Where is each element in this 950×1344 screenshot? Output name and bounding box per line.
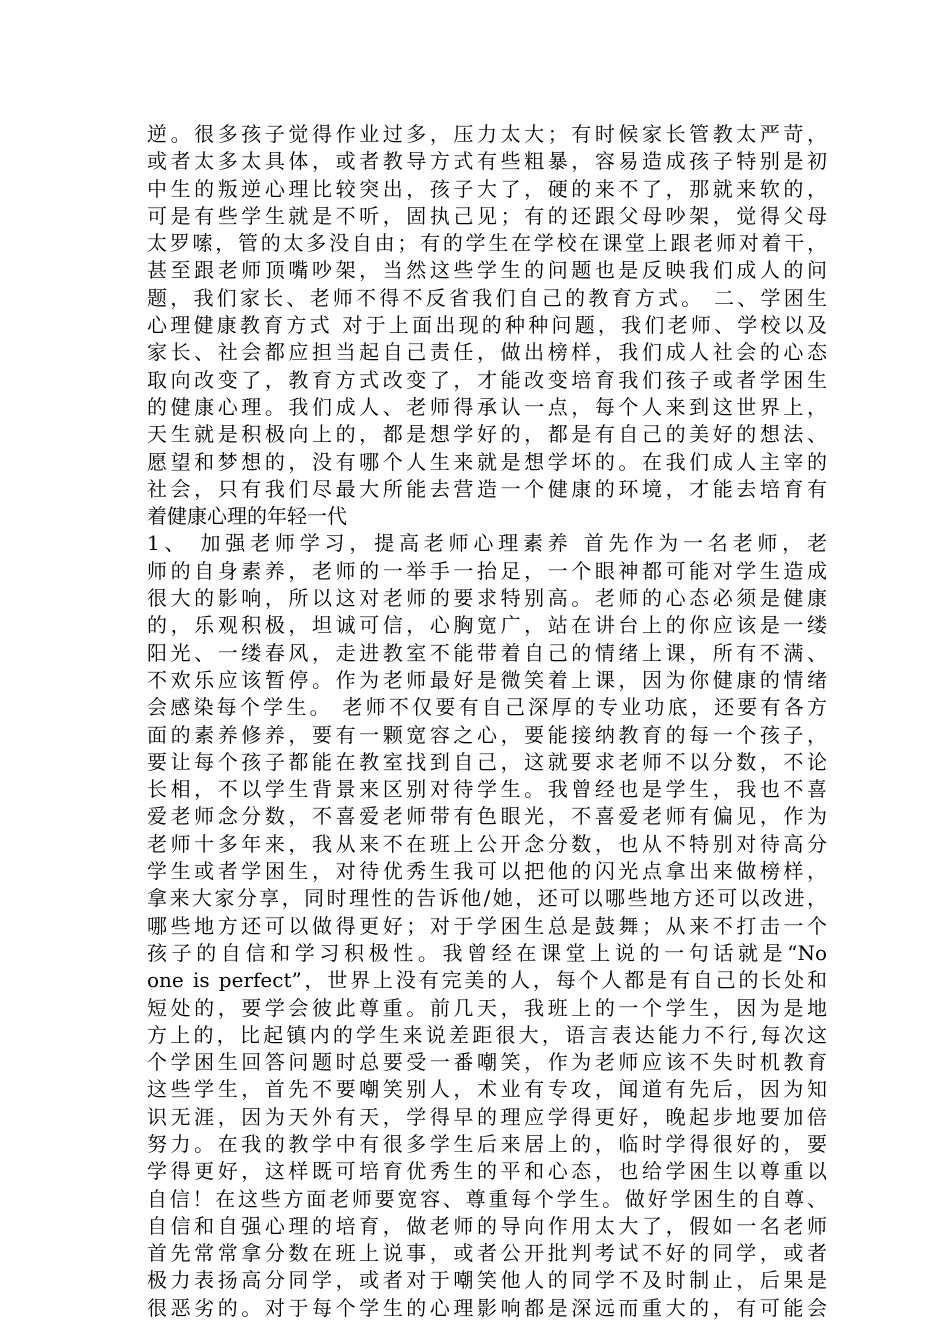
text-line: 师的自身素养，老师的一举手一抬足，一个眼神都可能对学生造成: [147, 558, 827, 583]
text-line: 太罗嗦，管的太多没自由；有的学生在学校在课堂上跟老师对着干，: [147, 231, 827, 256]
text-line: 自信和自强心理的培育，做老师的导向作用太大了，假如一名老师: [147, 1213, 827, 1238]
text-line: 1、 加强老师学习，提高老师心理素养 首先作为一名老师，老: [147, 531, 827, 556]
text-line: 逆。很多孩子觉得作业过多，压力太大；有时候家长管教太严苛，: [147, 122, 827, 146]
text-line: 极力表扬高分同学，或者对于嘲笑他人的同学不及时制止，后果是: [147, 1268, 827, 1293]
text-line: 很大的影响，所以这对老师的要求特别高。老师的心态必须是健康: [147, 586, 827, 611]
text-line: 着健康心理的年轻一代: [147, 504, 347, 529]
text-line: 社会，只有我们尽最大所能去营造一个健康的环境，才能去培育有: [147, 476, 827, 501]
text-line: 老师十多年来，我从来不在班上公开念分数，也从不特别对待高分: [147, 831, 827, 856]
text-line: 方上的，比起镇内的学生来说差距很大，语言表达能力不行,每次这: [147, 1022, 827, 1047]
text-line: 学得更好，这样既可培育优秀生的平和心态，也给学困生以尊重以: [147, 1159, 827, 1184]
text-line: 短处的，要学会彼此尊重。前几天，我班上的一个学生，因为是地: [147, 995, 827, 1020]
text-line: 面的素养修养，要有一颗宽容之心，要能接纳教育的每一个孩子，: [147, 722, 827, 747]
text-line: 哪些地方还可以做得更好；对于学困生总是鼓舞；从来不打击一个: [147, 913, 827, 938]
text-line: 取向改变了，教育方式改变了，才能改变培育我们孩子或者学困生: [147, 367, 827, 392]
text-line: 爱老师念分数，不喜爱老师带有色眼光，不喜爱老师有偏见，作为: [147, 804, 827, 829]
text-line: 拿来大家分享，同时理性的告诉他/她，还可以哪些地方还可以改进，: [147, 886, 827, 911]
text-line: 个学困生回答问题时总要受一番嘲笑，作为老师应该不失时机教育: [147, 1050, 827, 1075]
text-line: 孩子的自信和学习积极性。我曾经在课堂上说的一句话就是“No: [147, 940, 827, 965]
body-text: [147, 121, 827, 1322]
text-line: 不欢乐应该暂停。作为老师最好是微笑着上课，因为你健康的情绪: [147, 667, 827, 692]
text-line: 题，我们家长、老师不得不反省我们自己的教育方式。 二、学困生: [147, 285, 827, 310]
text-line: 愿望和梦想的，没有哪个人生来就是想学坏的。在我们成人主宰的: [147, 449, 827, 474]
text-line: 的健康心理。我们成人、老师得承认一点，每个人来到这世界上，: [147, 394, 827, 419]
text-line: 心理健康教育方式 对于上面出现的种种问题，我们老师、学校以及: [147, 313, 827, 338]
text-line: 会感染每个学生。 老师不仅要有自己深厚的专业功底，还要有各方: [147, 695, 827, 720]
text-line: 识无涯，因为天外有天，学得早的理应学得更好，晚起步地要加倍: [147, 1104, 827, 1129]
text-line: 长相，不以学生背景来区别对待学生。我曾经也是学生，我也不喜: [147, 777, 827, 802]
text-line: 的，乐观积极，坦诚可信，心胸宽广，站在讲台上的你应该是一缕: [147, 613, 827, 638]
text-line: 阳光、一缕春风，走进教室不能带着自己的情绪上课，所有不满、: [147, 640, 827, 665]
text-line: 甚至跟老师顶嘴吵架，当然这些学生的问题也是反映我们成人的问: [147, 258, 827, 283]
text-line: 很恶劣的。对于每个学生的心理影响都是深远而重大的，有可能会: [147, 1295, 827, 1320]
text-line: 首先常常拿分数在班上说事，或者公开批判考试不好的同学，或者: [147, 1241, 827, 1266]
text-line: 要让每个孩子都能在教室找到自己，这就要求老师不以分数，不论: [147, 749, 827, 774]
text-line: 家长、社会都应担当起自己责任，做出榜样，我们成人社会的心态: [147, 340, 827, 365]
text-line: 或者太多太具体，或者教导方式有些粗暴，容易造成孩子特别是初: [147, 149, 827, 174]
text-line: 努力。在我的教学中有很多学生后来居上的，临时学得很好的，要: [147, 1131, 827, 1156]
text-line: 自信！在这些方面老师要宽容、尊重每个学生。做好学困生的自尊、: [147, 1186, 827, 1211]
text-line: one is perfect”，世界上没有完美的人，每个人都是有自己的长处和: [147, 968, 827, 993]
text-line: 可是有些学生就是不听，固执己见；有的还跟父母吵架，觉得父母: [147, 203, 827, 228]
text-line: 这些学生，首先不要嘲笑别人，术业有专攻，闻道有先后，因为知: [147, 1077, 827, 1102]
text-line: 天生就是积极向上的，都是想学好的，都是有自己的美好的想法、: [147, 422, 827, 447]
text-line: 中生的叛逆心理比较突出，孩子大了，硬的来不了，那就来软的，: [147, 176, 827, 201]
text-line: 学生或者学困生，对待优秀生我可以把他的闪光点拿出来做榜样，: [147, 859, 827, 884]
